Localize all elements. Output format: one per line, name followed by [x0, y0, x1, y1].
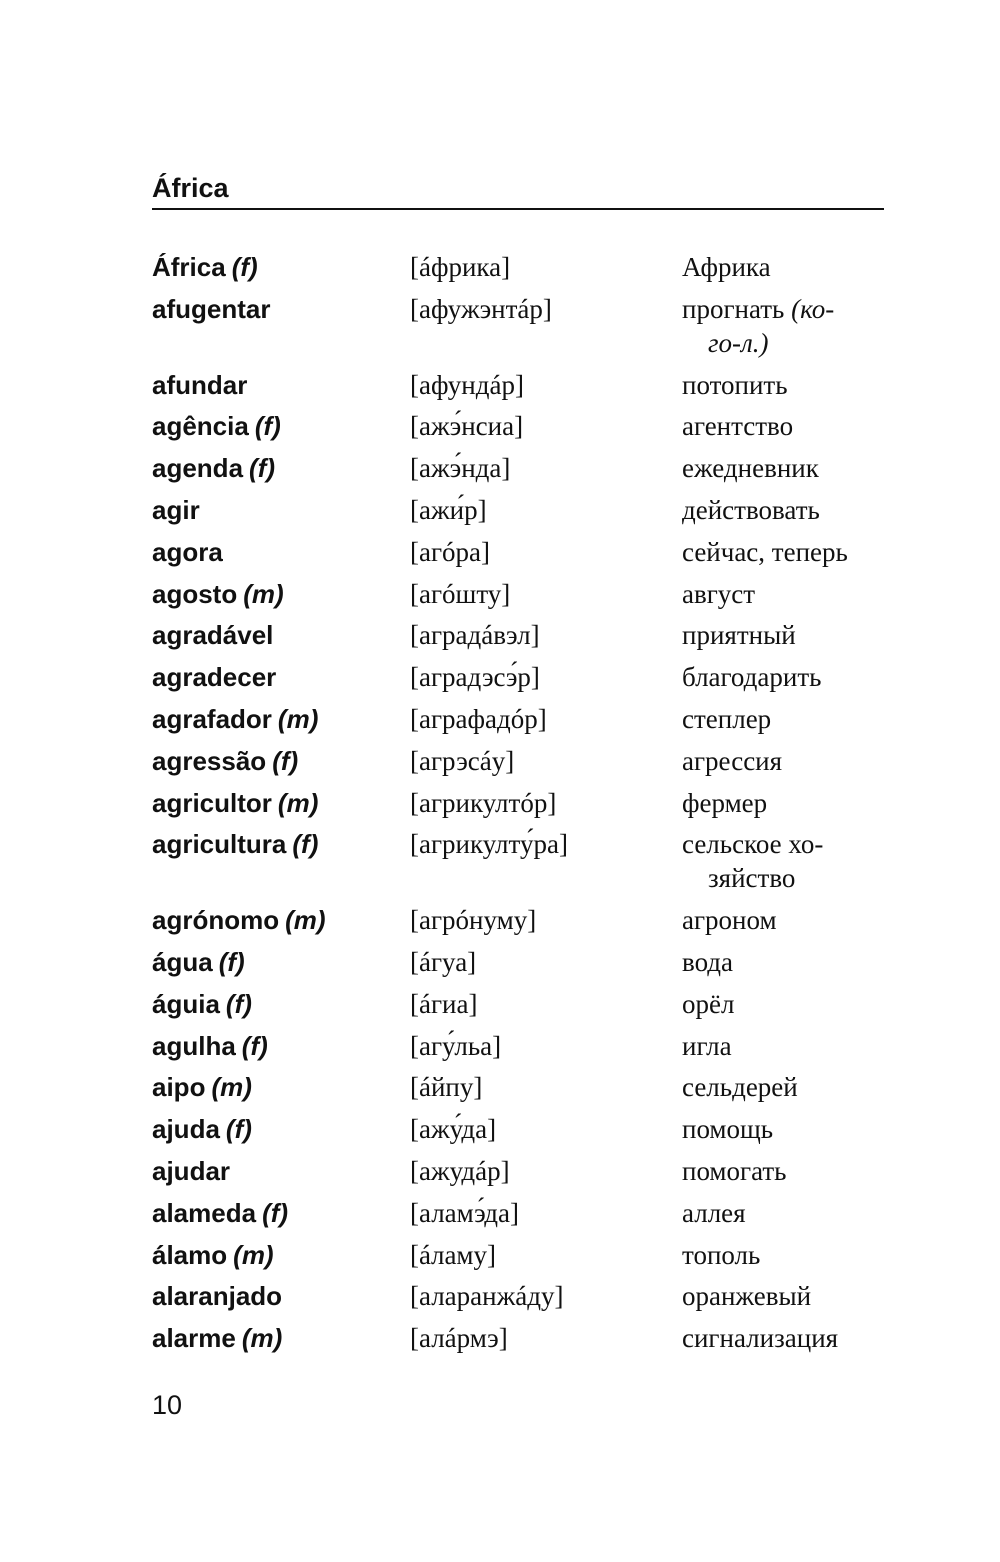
entry-headword: África	[152, 252, 226, 282]
entry	[152, 409, 884, 443]
dictionary-entries	[152, 250, 884, 1363]
entry-word	[152, 250, 410, 284]
entry-translation-text: фермер	[682, 787, 768, 818]
entry-translation	[682, 744, 884, 778]
entry-gender: (f)	[249, 453, 276, 484]
entry-translation-text: агрессия	[682, 745, 783, 776]
entry-gender: (m)	[277, 787, 319, 818]
entry-translation-text: орёл	[682, 988, 735, 1019]
entry	[152, 744, 884, 778]
entry-gender: (m)	[285, 905, 326, 936]
entry-word	[152, 1321, 410, 1355]
entry-headword: agrafador	[152, 703, 272, 734]
entry-word	[152, 451, 410, 485]
entry-translation-text: помогать	[682, 1155, 787, 1186]
entry-headword: agricultura	[152, 829, 287, 860]
entry	[152, 987, 884, 1021]
entry-headword: agressão	[152, 745, 267, 776]
entry-translation	[682, 786, 884, 820]
entry-pronunciation: [аградáвэл]	[410, 620, 540, 651]
entry-translation	[682, 1321, 884, 1355]
entry-headword: agenda	[152, 453, 244, 484]
entry-word	[152, 744, 410, 778]
entry-translation-text: аллея	[682, 1197, 746, 1228]
entry-pronunciation: [агрикултóр]	[410, 787, 557, 818]
entry-translation-text: сигнализация	[682, 1323, 839, 1354]
entry-pronunciation: [ажу́да]	[410, 1114, 497, 1145]
entry-word	[152, 292, 410, 326]
entry	[152, 535, 884, 569]
entry-translation	[682, 1279, 884, 1313]
entry-word	[152, 1112, 410, 1146]
entry	[152, 1112, 884, 1146]
entry-word	[152, 618, 410, 652]
entry	[152, 786, 884, 820]
entry-translation	[682, 827, 884, 895]
entry-translation	[682, 1070, 884, 1104]
entry-pronunciation: [афужэнтáр]	[410, 293, 552, 324]
entry-translation	[682, 702, 884, 736]
entry-gender: (m)	[241, 1323, 283, 1354]
entry-translation	[682, 618, 884, 652]
entry-translation-text: приятный	[682, 620, 796, 651]
entry-word	[152, 827, 410, 861]
entry-translation-text: благодарить	[682, 662, 822, 693]
entry-word	[152, 1238, 410, 1272]
entry-translation	[682, 1029, 884, 1063]
entry-headword: agosto	[152, 578, 238, 609]
entry-translation-text: агроном	[682, 905, 777, 936]
entry	[152, 368, 884, 402]
entry-translation	[682, 1154, 884, 1188]
entry-translation	[682, 493, 884, 527]
entry-pronunciation: [áламу]	[410, 1239, 497, 1270]
entry-translation-text: игла	[682, 1030, 732, 1061]
entry-pronunciation: [ажи́р]	[410, 494, 487, 525]
entry-translation	[682, 1112, 884, 1146]
entry	[152, 945, 884, 979]
entry-word	[152, 987, 410, 1021]
entry-translation	[682, 535, 884, 569]
entry-headword: agricultor	[152, 787, 272, 818]
entry-word	[152, 945, 410, 979]
entry-translation	[682, 945, 884, 979]
entry-pronunciation: [áгуа]	[410, 946, 477, 977]
entry	[152, 1238, 884, 1272]
entry-translation-note-continuation: го-л.)	[708, 327, 769, 358]
entry-word	[152, 1196, 410, 1230]
entry-translation-text: тополь	[682, 1239, 761, 1270]
entry-headword: alameda	[152, 1197, 257, 1228]
entry	[152, 702, 884, 736]
entry-translation-text: сейчас, теперь	[682, 536, 848, 567]
entry-gender: (f)	[231, 252, 258, 282]
running-header	[152, 168, 884, 210]
entry-word	[152, 1154, 410, 1188]
entry-word	[152, 1029, 410, 1063]
entry-headword: afugentar	[152, 293, 271, 324]
entry-translation	[682, 660, 884, 694]
entry-translation-text: степлер	[682, 703, 772, 734]
entry-gender: (f)	[272, 745, 299, 776]
entry-translation	[682, 987, 884, 1021]
entry-pronunciation: [аградэсэ́р]	[410, 662, 540, 693]
entry	[152, 1029, 884, 1063]
entry-headword: água	[152, 946, 213, 977]
entry-translation-text: сельское хо-	[682, 829, 824, 860]
entry-pronunciation: [ажэ́нда]	[410, 453, 511, 484]
entry	[152, 493, 884, 527]
entry-headword: agulha	[152, 1030, 236, 1061]
entry	[152, 618, 884, 652]
entry-word	[152, 786, 410, 820]
entry-translation-text: прогнать	[682, 293, 785, 324]
entry-pronunciation: [агу́льа]	[410, 1030, 502, 1061]
entry-headword: agora	[152, 536, 223, 567]
entry-translation-text: Африка	[682, 252, 771, 282]
entry-pronunciation: [áфрика]	[410, 252, 511, 282]
entry-headword: afundar	[152, 369, 248, 400]
entry-translation-text: помощь	[682, 1114, 774, 1145]
entry-pronunciation: [алáрмэ]	[410, 1323, 508, 1354]
entry-pronunciation: [агóшту]	[410, 578, 511, 609]
entry-pronunciation: [аларанжáду]	[410, 1281, 564, 1312]
entry-pronunciation: [áгиа]	[410, 988, 478, 1019]
entry-pronunciation: [аламэ́да]	[410, 1197, 519, 1228]
entry-headword: águia	[152, 988, 220, 1019]
entry-pronunciation: [ажэ́нсиа]	[410, 411, 524, 442]
entry-pronunciation: [афундáр]	[410, 369, 524, 400]
entry-gender: (m)	[211, 1072, 252, 1103]
entry-translation	[682, 451, 884, 485]
entry-translation	[682, 577, 884, 611]
entry	[152, 451, 884, 485]
entry	[152, 903, 884, 937]
entry-gender: (f)	[225, 1114, 252, 1145]
entry-translation-text: агентство	[682, 411, 794, 442]
entry-word	[152, 702, 410, 736]
entry-word	[152, 660, 410, 694]
entry-pronunciation: [агрóнуму]	[410, 905, 537, 936]
entry-translation-text: оранжевый	[682, 1281, 812, 1312]
entry-headword: agrónomo	[152, 905, 280, 936]
entry-headword: ajuda	[152, 1114, 220, 1145]
entry-pronunciation: [агрэсáу]	[410, 745, 515, 776]
entry-gender: (m)	[243, 578, 284, 609]
entry	[152, 660, 884, 694]
entry-headword: agradecer	[152, 662, 277, 693]
entry-gender: (m)	[233, 1239, 274, 1270]
entry-translation	[682, 250, 884, 284]
entry-translation	[682, 409, 884, 443]
entry	[152, 827, 884, 895]
entry-gender: (f)	[254, 411, 281, 442]
entry-translation	[682, 1238, 884, 1272]
entry-pronunciation: [агрикулту́ра]	[410, 829, 568, 860]
entry-word	[152, 368, 410, 402]
entry-headword: agradável	[152, 620, 274, 651]
entry-translation-text: действовать	[682, 494, 820, 525]
entry-headword: alaranjado	[152, 1281, 283, 1312]
entry-gender: (f)	[225, 988, 252, 1019]
header-word: África	[152, 173, 229, 203]
entry-headword: alarme	[152, 1323, 236, 1354]
entry-gender: (f)	[292, 829, 319, 860]
entry-pronunciation: [аграфадóр]	[410, 703, 547, 734]
entry-word	[152, 903, 410, 937]
page-number: 10	[152, 1390, 183, 1420]
entry-pronunciation: [агóра]	[410, 536, 491, 567]
entry-translation	[682, 292, 884, 360]
entry	[152, 1321, 884, 1355]
entry-word	[152, 577, 410, 611]
entry-translation	[682, 368, 884, 402]
entry-gender: (f)	[262, 1197, 289, 1228]
entry-translation-text: потопить	[682, 369, 788, 400]
entry-translation	[682, 1196, 884, 1230]
entry-word	[152, 1279, 410, 1313]
entry-word	[152, 409, 410, 443]
entry-translation-text: сельдерей	[682, 1072, 798, 1103]
entry	[152, 1196, 884, 1230]
entry-translation-text: ежедневник	[682, 453, 819, 484]
entry-gender: (m)	[277, 703, 319, 734]
entry-pronunciation: [ажудáр]	[410, 1155, 510, 1186]
entry-translation-continuation: зяйство	[708, 863, 796, 894]
entry-translation-text: вода	[682, 946, 734, 977]
entry	[152, 1279, 884, 1313]
entry-word	[152, 1070, 410, 1104]
entry-translation	[682, 903, 884, 937]
entry	[152, 1154, 884, 1188]
entry-headword: aipo	[152, 1072, 206, 1103]
entry-word	[152, 493, 410, 527]
entry-headword: agir	[152, 494, 200, 525]
entry-headword: agência	[152, 411, 249, 442]
entry	[152, 250, 884, 284]
entry	[152, 292, 884, 360]
entry	[152, 577, 884, 611]
entry-headword: álamo	[152, 1239, 228, 1270]
entry-translation-text: август	[682, 578, 756, 609]
entry-headword: ajudar	[152, 1155, 231, 1186]
entry-pronunciation: [áйпу]	[410, 1072, 483, 1103]
entry-word	[152, 535, 410, 569]
entry-gender: (f)	[218, 946, 245, 977]
entry-gender: (f)	[241, 1030, 268, 1061]
entry-translation-note: (ко-	[791, 293, 835, 324]
entry	[152, 1070, 884, 1104]
